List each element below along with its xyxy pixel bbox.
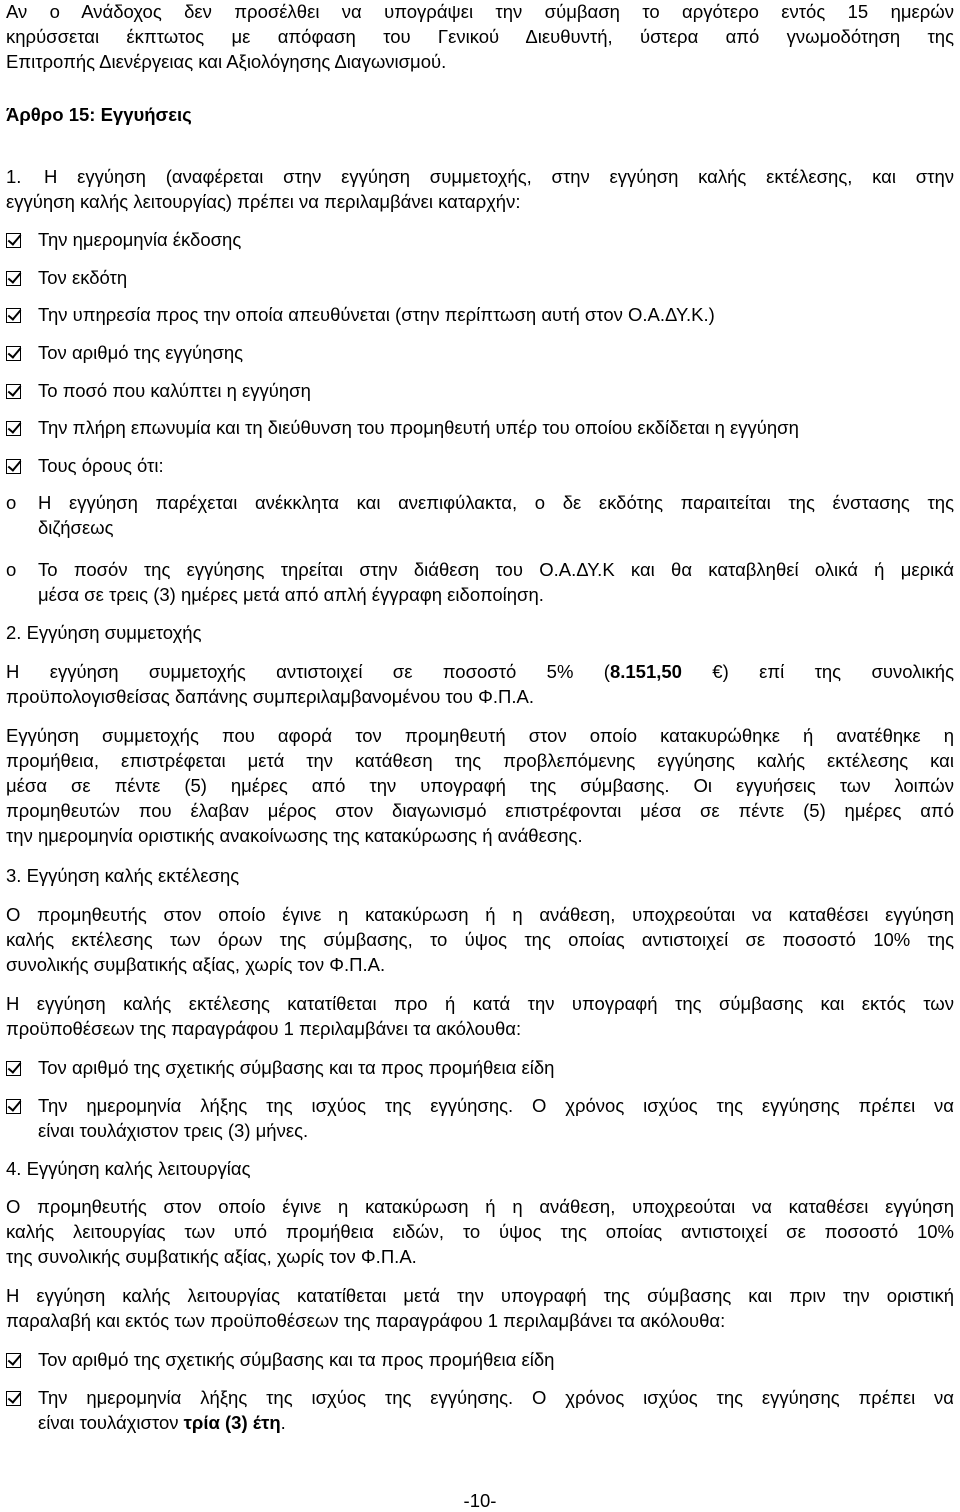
- term-2-line-2: μέσα σε τρεις (3) ημέρες μετά από απλή έγγραφη ειδοποίηση.: [38, 584, 544, 605]
- section4-check-2-line-2: [38, 1412, 954, 1434]
- checklist-item-amount: Το ποσό που καλύπτει η εγγύηση: [38, 380, 311, 401]
- term-1-line-1: Η εγγύηση παρέχεται ανέκκλητα και ανεπιφύλακτα, ο δε εκδότης παραιτείται της ένστασης της: [38, 492, 954, 513]
- section1-number: 1.: [6, 166, 22, 187]
- intro-line-3: Επιτροπής Διενέργειας και Αξιολόγησης Διαγωνισμού.: [6, 51, 447, 72]
- checklist-item-supplier: Την πλήρη επωνυμία και τη διεύθυνση του προμηθευτή υπέρ του οποίου εκδίδεται η εγγύηση: [38, 417, 799, 438]
- checkbox-icon: [6, 1061, 21, 1076]
- section3-heading: 3. Εγγύηση καλής εκτέλεσης: [6, 865, 240, 886]
- checkbox-icon: [6, 1099, 21, 1114]
- section4-check-1: Τον αριθμό της σχετικής σύμβασης και τα προς προμήθεια είδη: [38, 1349, 555, 1370]
- participation-amount: 8.151,50: [609, 661, 682, 682]
- checkbox-icon: [6, 346, 21, 361]
- bullet-icon: o: [6, 559, 17, 580]
- bullet-icon: o: [6, 492, 17, 513]
- checkbox-icon: [6, 1391, 21, 1406]
- warranty-duration: τρία (3) έτη: [183, 1412, 281, 1433]
- section4-check-2-line-1: Την ημερομηνία λήξης της ισχύος της εγγύησης. Ο χρόνος ισχύος της εγγύησης πρέπει να: [38, 1387, 954, 1408]
- section3-check-2-line-1: Την ημερομηνία λήξης της ισχύος της εγγύησης. Ο χρόνος ισχύος της εγγύησης πρέπει να: [38, 1095, 954, 1116]
- section2-p1-line-2: προϋπολογισθείσας δαπάνης συμπεριλαμβανομένου του Φ.Π.Α.: [6, 686, 534, 707]
- checkbox-icon: [6, 384, 21, 399]
- section3-p1-line-2: καλής εκτέλεσης των όρων της σύμβασης, το ύψος της οποίας αντιστοιχεί σε ποσοστό 10% της: [6, 929, 954, 950]
- term-2-line-1: Το ποσόν της εγγύησης τηρείται στην διάθεση του Ο.Α.ΔΥ.Κ και θα καταβληθεί ολικά ή μερικά: [38, 559, 954, 580]
- checkbox-icon: [6, 271, 21, 286]
- checklist-item-terms: Τους όρους ότι:: [38, 455, 164, 476]
- section2-p1-line-1: [6, 661, 954, 683]
- section1-line-2: εγγύηση καλής λειτουργίας) πρέπει να περιλαμβάνει καταρχήν:: [6, 191, 521, 212]
- section4-check-2-line-2-b: .: [280, 1412, 286, 1433]
- intro-line-2: κηρύσσεται έκπτωτος με απόφαση του Γενικού Διευθυντή, ύστερα από γνωμοδότηση της: [6, 26, 954, 47]
- section3-check-1: Τον αριθμό της σχετικής σύμβασης και τα προς προμήθεια είδη: [38, 1057, 555, 1078]
- section2-p1-line-1-b: €) επί της συνολικής: [681, 661, 954, 682]
- section4-p2-line-2: παραλαβή και εκτός των προϋποθέσεων της παραγράφου 1 περιλαμβάνει τα ακόλουθα:: [6, 1310, 726, 1331]
- section2-heading: 2. Εγγύηση συμμετοχής: [6, 622, 202, 643]
- section4-heading: 4. Εγγύηση καλής λειτουργίας: [6, 1158, 251, 1179]
- section3-p1-line-1: Ο προμηθευτής στον οποίο έγινε η κατακύρωση ή η ανάθεση, υποχρεούται να καταθέσει εγγύηση: [6, 904, 954, 925]
- section2-p2-line-4: προμηθευτών που έλαβαν μέρος στον διαγωνισμό επιστρέφονται μέσα σε πέντε (5) ημέρες από: [6, 800, 954, 821]
- checklist-item-number: Τον αριθμό της εγγύησης: [38, 342, 244, 363]
- section2-p1-line-1-a: Η εγγύηση συμμετοχής αντιστοιχεί σε ποσοστό 5% (: [6, 661, 610, 682]
- section4-p1-line-1: Ο προμηθευτής στον οποίο έγινε η κατακύρωση ή η ανάθεση, υποχρεούται να καταθέσει εγγύηση: [6, 1196, 954, 1217]
- checklist-item-issuer: Τον εκδότη: [38, 267, 128, 288]
- section4-p1-line-3: της συνολικής συμβατικής αξίας, χωρίς τον Φ.Π.Α.: [6, 1246, 417, 1267]
- checkbox-icon: [6, 459, 21, 474]
- section4-check-2-line-2-a: είναι τουλάχιστον: [38, 1412, 184, 1433]
- section2-p2-line-2: προμήθεια, επιστρέφεται μετά την κατάθεση της προβλεπόμενης εγγύησης καλής εκτέλεσης και: [6, 750, 954, 771]
- term-1-line-2: διζήσεως: [38, 517, 114, 538]
- section2-p2-line-3: μέσα σε πέντε (5) ημέρες από την υπογραφή της σύμβασης. Οι εγγυήσεις των λοιπών: [6, 775, 954, 796]
- page-number: -10-: [463, 1490, 497, 1511]
- section1-line-1: Η εγγύηση (αναφέρεται στην εγγύηση συμμετοχής, στην εγγύηση καλής εκτέλεσης, και στην: [44, 166, 954, 187]
- section4-p1-line-2: καλής λειτουργίας των υπό προμήθεια ειδών, το ύψος της οποίας αντιστοιχεί σε ποσοστό 10%: [6, 1221, 954, 1242]
- article-heading: Άρθρο 15: Εγγυήσεις: [6, 104, 192, 125]
- section3-check-2-line-2: είναι τουλάχιστον τρεις (3) μήνες.: [38, 1120, 309, 1141]
- section3-p2-line-1: Η εγγύηση καλής εκτέλεσης κατατίθεται προ ή κατά την υπογραφή της σύμβασης και εκτός των: [6, 993, 954, 1014]
- checkbox-icon: [6, 421, 21, 436]
- checkbox-icon: [6, 1353, 21, 1368]
- checkbox-icon: [6, 308, 21, 323]
- checklist-item-service: Την υπηρεσία προς την οποία απευθύνεται (στην περίπτωση αυτή στον Ο.Α.ΔΥ.Κ.): [38, 304, 715, 325]
- checkbox-icon: [6, 233, 21, 248]
- section2-p2-line-5: την ημερομηνία οριστικής ανακοίνωσης της κατακύρωσης ή ανάθεσης.: [6, 825, 583, 846]
- section4-p2-line-1: Η εγγύηση καλής λειτουργίας κατατίθεται μετά την υπογραφή της σύμβασης και πριν την οριστική: [6, 1285, 954, 1306]
- intro-line-1: Αν ο Ανάδοχος δεν προσέλθει να υπογράψει την σύμβαση το αργότερο εντός 15 ημερών: [6, 1, 954, 22]
- checklist-item-issue-date: Την ημερομηνία έκδοσης: [38, 229, 242, 250]
- section3-p2-line-2: προϋποθέσεων της παραγράφου 1 περιλαμβάνει τα ακόλουθα:: [6, 1018, 522, 1039]
- section3-p1-line-3: συνολικής συμβατικής αξίας, χωρίς τον Φ.Π.Α.: [6, 954, 386, 975]
- section2-p2-line-1: Εγγύηση συμμετοχής που αφορά τον προμηθευτή στον οποίο κατακυρώθηκε ή ανατέθηκε η: [6, 725, 954, 746]
